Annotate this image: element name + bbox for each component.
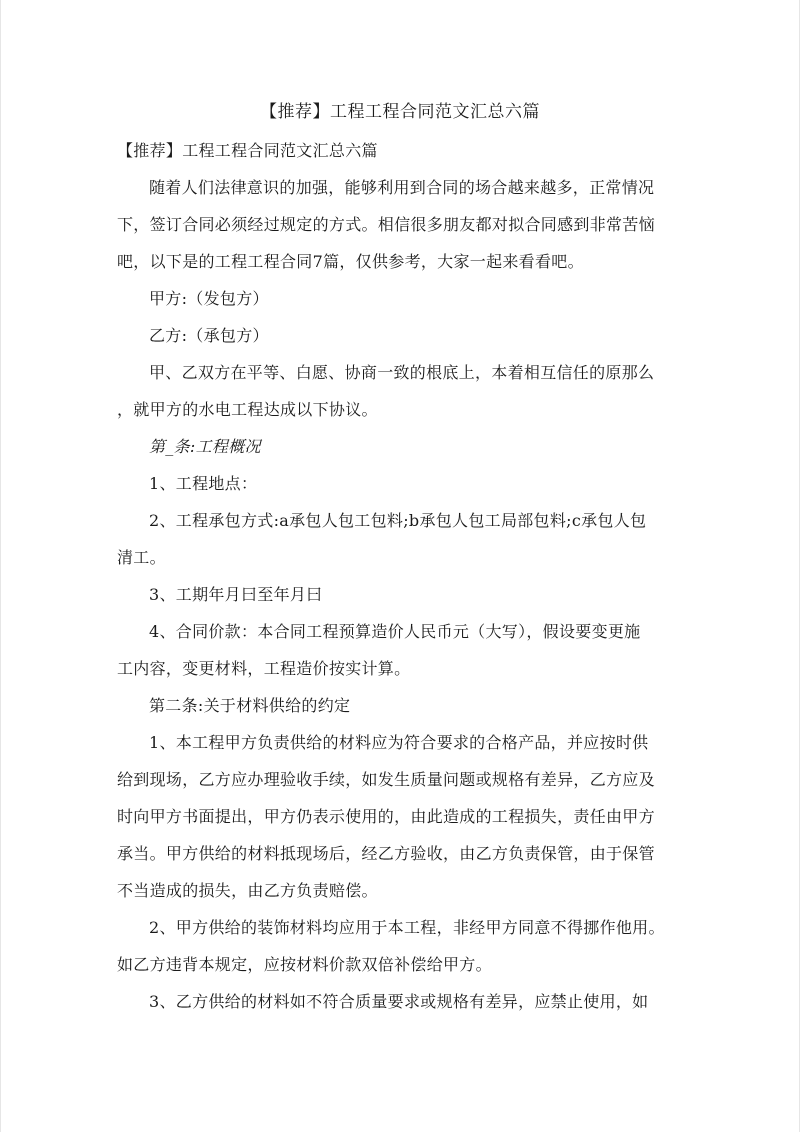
item-line: 3、乙方供给的材料如不符合质量要求或规格有差异，应禁止使用，如 — [149, 992, 649, 1011]
item-line: 给到现场，乙方应办理验收手续，如发生质量问题或规格有差异，乙方应及 — [117, 770, 655, 789]
subtitle-line: 【推荐】工程工程合同范文汇总六篇 — [117, 141, 378, 160]
agreement-line: ，就甲方的水电工程达成以下协议。 — [117, 400, 378, 419]
intro-line: 下，签订合同必须经过规定的方式。相信很多朋友都对拟合同感到非常苦恼 — [117, 215, 655, 234]
article-2-item-1 — [117, 724, 677, 909]
agreement-line: 甲、乙双方在平等、白愿、协商一致的根底上，本着相互信任的原那么 — [149, 363, 655, 382]
article-1-item-2 — [117, 502, 677, 576]
item-line: 不当造成的损失，由乙方负责赔偿。 — [117, 881, 378, 900]
intro-line: 吧，以下是的工程工程合同7篇，仅供参考，大家一起来看看吧。 — [117, 252, 584, 271]
item-line: 1、工程地点： — [149, 474, 258, 493]
party-a-line: 甲方:（发包方） — [149, 289, 269, 308]
article-1-item-4 — [117, 613, 677, 687]
intro-line: 随着人们法律意识的加强，能够利用到合同的场合越来越多，正常情况 — [149, 178, 655, 197]
document-subtitle — [117, 132, 677, 169]
item-line: 承当。甲方供给的材料抵现场后，经乙方验收，由乙方负责保管，由于保管 — [117, 844, 655, 863]
item-line: 1、本工程甲方负责供给的材料应为符合要求的合格产品，并应按时供 — [149, 733, 649, 752]
article-2-item-2 — [117, 909, 677, 983]
party-b-paragraph — [117, 317, 677, 354]
article-2-title: 第二条:关于材料供给的约定 — [149, 696, 351, 715]
item-line: 时向甲方书面提出，甲方仍表示使用的，由此造成的工程损失，责任由甲方 — [117, 807, 655, 826]
item-line: 3、工期年月曰至年月曰 — [149, 585, 323, 604]
article-1-item-1 — [117, 465, 677, 502]
article-2-item-3 — [117, 983, 677, 1020]
document-body — [117, 132, 677, 1020]
item-line: 工内容，变更材料，工程造价按实计算。 — [117, 659, 411, 678]
item-line: 4、合同价款：本合同工程预算造价人民币元（大写），假设要变更施 — [149, 622, 641, 641]
item-line: 清工。 — [117, 548, 166, 567]
article-1-title: 第_条:工程概况 — [149, 437, 261, 456]
item-line: 2、甲方供给的装饰材料均应用于本工程，非经甲方同意不得挪作他用。 — [149, 918, 665, 937]
article-1-item-3 — [117, 576, 677, 613]
party-a-paragraph — [117, 280, 677, 317]
item-line: 2、工程承包方式:a承包人包工包料;b承包人包工局部包料;c承包人包 — [149, 511, 647, 530]
article-2-heading — [117, 687, 677, 724]
item-line: 如乙方违背本规定，应按材料价款双倍补偿给甲方。 — [117, 955, 492, 974]
article-1-heading — [117, 428, 677, 465]
intro-paragraph — [117, 169, 677, 280]
document-title: 【推荐】工程工程合同范文汇总六篇 — [260, 102, 540, 122]
party-b-line: 乙方:（承包方） — [149, 326, 269, 345]
agreement-paragraph — [117, 354, 677, 428]
